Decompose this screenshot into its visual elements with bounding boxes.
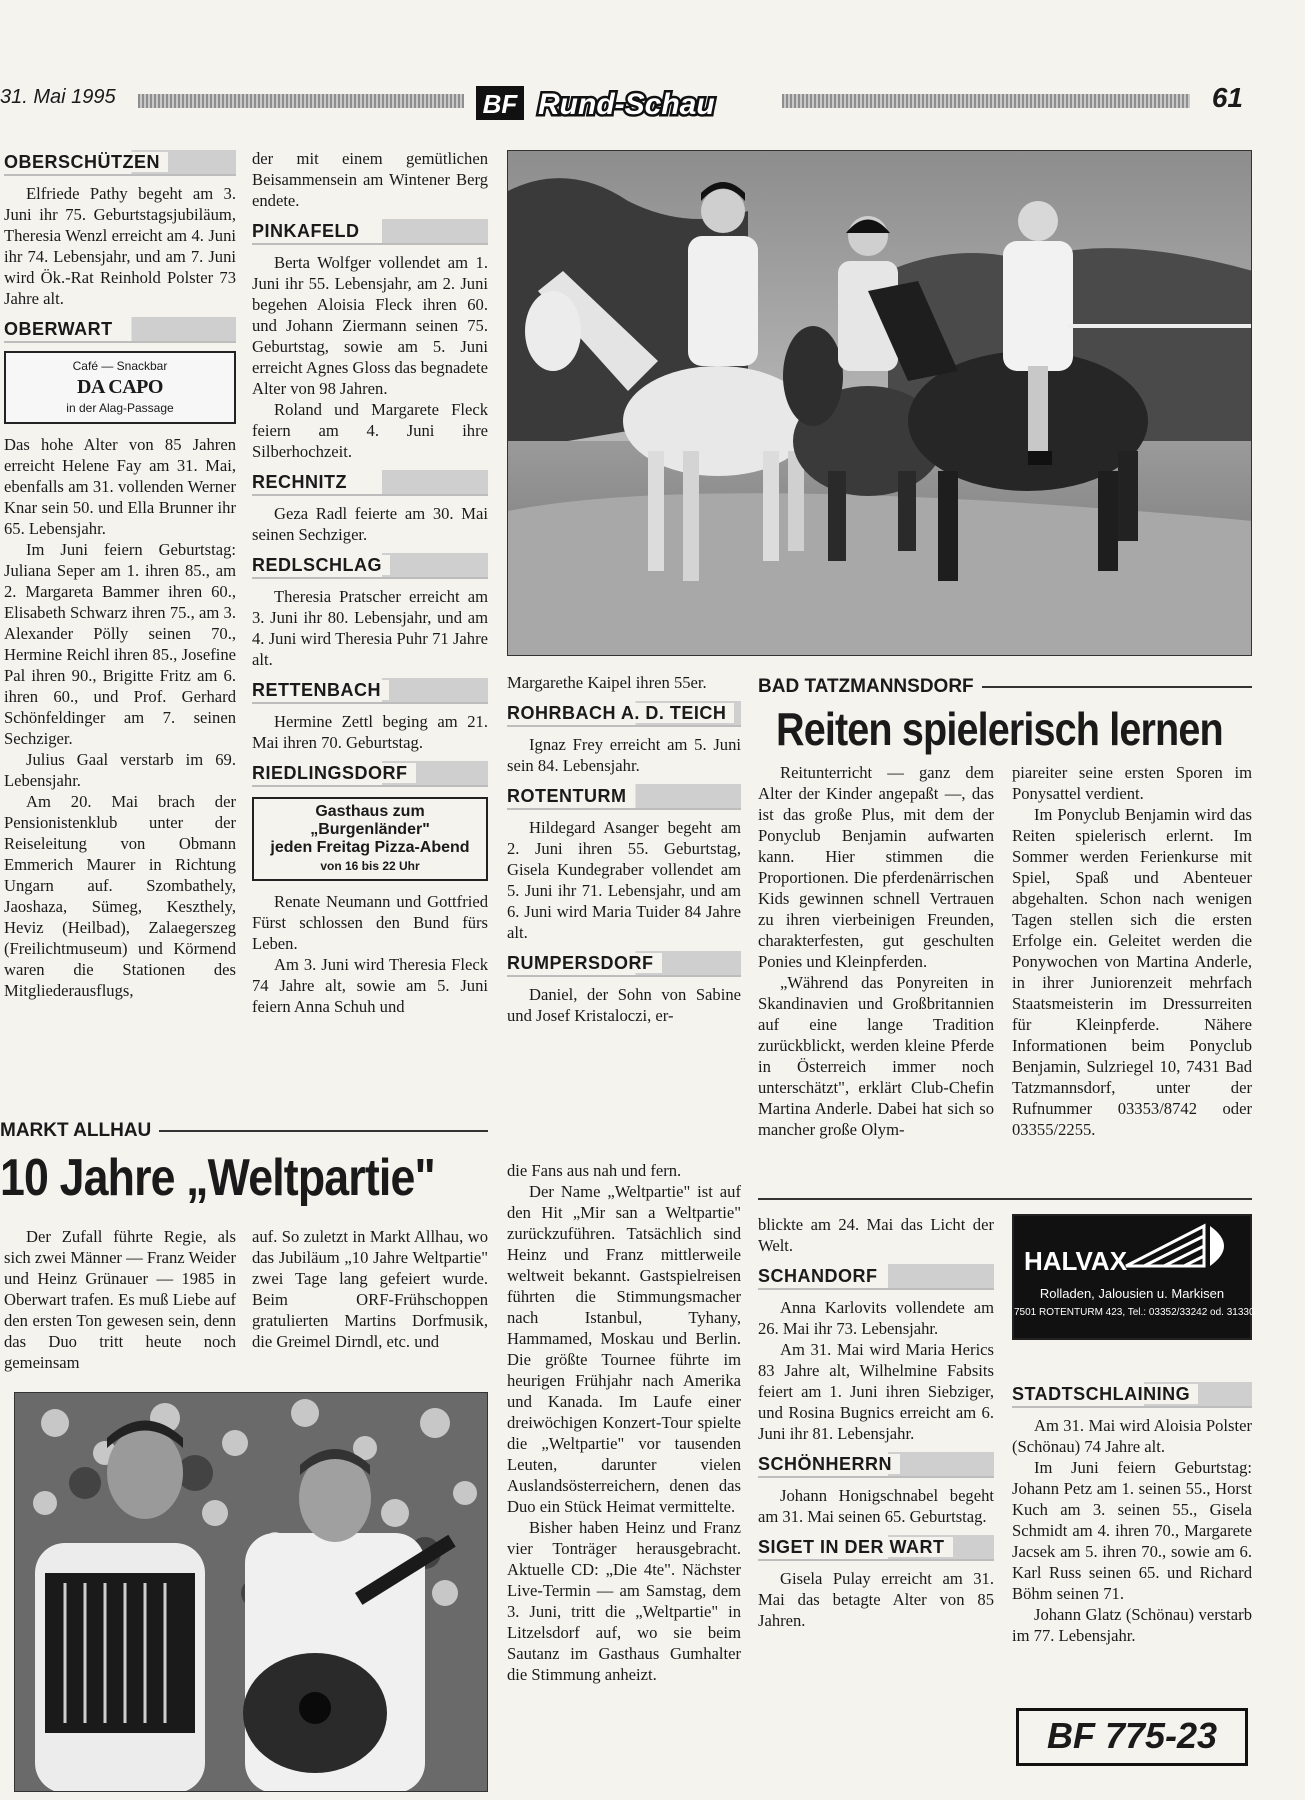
logo-title-text: Rund-Schau [538,88,715,121]
column-3 [507,672,741,1026]
paragraph: Hermine Zettl beging am 21. Mai ihren 70. Geburtstag. [252,712,488,752]
paragraph: „Während das Ponyreiten in Skandinavien und Großbritannien auf eine lange Tradition zurückblickt, werden kleine Pferde in Österreich immer noch unterschätzt", erklärt Club-Chefin Martina Anderle. Dabei hat sich so mancher große Olym- [758,973,994,1139]
ad-line: DA CAPO [77,376,163,398]
kicker-bad-tatzmannsdorf: BAD TATZMANNSDORF [758,676,1252,698]
section-heading: RETTENBACH [252,678,488,704]
paragraph: Renate Neumann und Gottfried Fürst schlossen den Bund fürs Leben. [252,892,488,953]
paragraph: Julius Gaal verstarb im 69. Lebensjahr. [4,750,236,790]
ad-gasthaus [252,797,488,881]
column-1 [4,150,236,1001]
paragraph: Der Name „Weltpartie" ist auf den Hit „Mir san a Weltpartie" zurückzuführen. Tatsächlich sind Heinz und Franz mittlerweile weltweit bekannt. Gastspielreisen führten die Stimmungsmacher nach Istanbul, Tyhany, Hammamed, Moskau und Berlin. Die größte Tournee führte im heurigen Frühjahr nach Amerika und Kanada. Im Laufe einer dreiwöchigen Konzert-Tour spielte die „Weltpartie" vor tausenden Leuten, darunter vielen Auslandsösterreichern, denen das Duo ein Stück Heimat vermittelte. [507,1182,741,1516]
paragraph: der mit einem gemütlichen Beisammensein am Wintener Berg endete. [252,149,488,210]
bf-code-box: BF 775-23 [1016,1708,1248,1766]
section-heading: RUMPERSDORF [507,951,741,977]
page-number: 61 [1211,82,1243,113]
paragraph: Ignaz Frey erreicht am 5. Juni sein 84. Lebensjahr. [507,735,741,775]
halvax-line: Rolladen, Jalousien u. Markisen [1039,1286,1225,1301]
ad-da-capo [4,351,236,424]
section-heading: STADTSCHLAINING [1012,1382,1252,1408]
section-heading: REDLSCHLAG [252,553,488,579]
ad-line: Café — Snackbar [72,359,168,373]
paragraph: Am 31. Mai wird Aloisia Polster (Schönau) 74 Jahre alt. [1012,1416,1252,1456]
ad-line: in der Alag-Passage [66,401,174,415]
paragraph: Reitunterricht — ganz dem Alter der Kinder angepaßt —, das ist das große Plus, mit dem der Ponyclub Benjamin aufwarten kann. Hier stimmen die Proportionen. Die pferdenärrischen Kids gewinnen schnell Vertrauen zu ihren vierbeinigen Freunden, charakterfesten, gut geschulten Ponies und Kleinpferden. [758,763,994,971]
header-rule-left [138,94,464,108]
photo-pony-riders [507,150,1252,656]
section-heading: OBERSCHÜTZEN [4,150,236,176]
paragraph: Elfriede Pathy begeht am 3. Juni ihr 75. Geburtstagsjubiläum, Theresia Wenzl erreicht am 4. Juni ihr 74. Lebensjahr, und am 7. Juni wird Ök.-Rat Reinhold Polster 73 Jahre alt. [4,184,236,308]
paragraph: Johann Honigschnabel begeht am 31. Mai seinen 65. Geburtstag. [758,1486,994,1526]
section-heading: ROHRBACH A. D. TEICH [507,701,741,727]
paragraph: die Fans aus nah und fern. [507,1161,682,1180]
paragraph: Geza Radl feierte am 30. Mai seinen Sechziger. [252,504,488,544]
paragraph: Am 20. Mai brach der Pensionistenklub unter der Reiseleitung von Obmann Emmerich Maurer in Richtung Ungarn auf. Szombathely, Jaoshaza, Sümeg, Keszthely, Heviz (Heilbad), Zalaegerszeg (Freilichtmuseum) und Körmend waren die Stationen des Mitgliederausflugs, [4,792,236,1000]
divider [758,1198,1252,1200]
paragraph: Im Juni feiern Geburtstag: Juliana Seper am 1. ihren 85., am 2. Margareta Bammer ihren 60., Elisabeth Schwarz ihren 75., am 3. Alexander Pölly seinen 70., Hermine Reichl ihren 85., Josefine Pal ihren 90., Brigitte Fritz am 6. ihren 60., und Prof. Gerhard Schönfeldinger am 7. seinen Sechziger. [4,540,236,748]
section-heading: SCHÖNHERRN [758,1452,994,1478]
column-right-lower-2 [1012,1382,1252,1646]
column-2 [252,148,488,1017]
paragraph: blickte am 24. Mai das Licht der Welt. [758,1215,994,1255]
column-reiten-right [1012,762,1252,1140]
paragraph: Margarethe Kaipel ihren 55er. [507,673,707,692]
column-right-lower-1 [758,1214,994,1631]
halvax-address: 7501 ROTENTURM 423, Tel.: 03352/33242 od. 31330 [1014,1307,1255,1318]
paragraph: Gisela Pulay erreicht am 31. Mai das betagte Alter von 85 Jahren. [758,1569,994,1630]
paragraph: piareiter seine ersten Sporen im Ponysattel verdient. [1012,763,1252,803]
kicker-markt-allhau: MARKT ALLHAU [0,1120,488,1142]
section-heading: SCHANDORF [758,1264,994,1290]
paragraph: Hildegard Asanger begeht am 2. Juni ihren 55. Geburtstag, Gisela Kundegraber vollendet am 5. Juni ihr 71. Lebensjahr, und am 6. Juni wird Maria Tuider 84 Jahre alt. [507,818,741,942]
column-weltpartie-a [4,1226,236,1373]
paragraph: Im Juni feiern Geburtstag: Johann Petz am 1. seinen 55., Horst Kuch am 3. seinen 55., Gisela Schmidt am 4. ihren 70., Margarete Jacsek am 5. ihren 70., sowie am 6. Karl Russ seinen 65. und Richard Böhm seinen 71. [1012,1458,1252,1603]
headline-weltpartie: 10 Jahre „Weltpartie" [0,1149,435,1207]
photo-weltpartie-duo [14,1392,488,1792]
paragraph: Im Ponyclub Benjamin wird das Reiten spielerisch erlernt. Im Sommer werden Ferienkurse mit Spiel, Spaß und Abenteuer abgehalten. Schon nach wenigen Tagen stellen sich die ersten Erfolge ein. Geleitet werden die Ponywochen von Martina Anderle, in ihrer Juniorenzeit mehrfach Staatsmeisterin im Dressurreiten für Kleinpferde. Nähere Informationen beim Ponyclub Benjamin, Sulzriegel 10, 7431 Bad Tatzmannsdorf, unter der Rufnummer 03353/8742 oder 03355/2255. [1012,805,1252,1139]
column-reiten-left [758,762,994,1140]
paragraph: Roland und Margarete Fleck feiern am 4. Juni ihre Silberhochzeit. [252,400,488,461]
halvax-logo-text: HALVAX [1024,1246,1128,1276]
masthead-logo [476,84,776,122]
section-heading: OBERWART [4,317,236,343]
paragraph: Berta Wolfger vollendet am 1. Juni ihr 55. Lebensjahr, am 2. Juni begehen Aloisia Fleck ihren 60. und Johann Ziermann seinen 75. Geburtstag, sowie am 5. Juni erreicht Agnes Gloss das begnadete Alter von 98 Jahren. [252,253,488,398]
section-heading: PINKAFELD [252,219,488,245]
section-heading: RECHNITZ [252,470,488,496]
paragraph: Der Zufall führte Regie, als sich zwei Männer — Franz Weider und Heinz Grünauer — 1985 in Oberwart trafen. Es muß Liebe auf den ersten Ton gewesen sein, denn das Duo tritt heute noch gemeinsam [4,1227,236,1372]
ad-line: jeden Freitag Pizza-Abend [270,839,470,856]
column-weltpartie-c [507,1160,741,1685]
paragraph: auf. So zuletzt in Markt Allhau, wo das Jubiläum „10 Jahre Weltpartie" zwei Tage lang gefeiert wurde. Beim ORF-Frühschoppen gratulierten Martins Dorfmusik, die Greimel Dirndl, etc. und [252,1227,488,1351]
paragraph: Bisher haben Heinz und Franz vier Tonträger herausgebracht. Aktuelle CD: „Die 4te". Nächster Live-Termin — am Samstag, dem 3. Juni, tritt die „Weltpartie" in Litzelsdorf auf, wo sie beim Sautanz im Gasthaus Gumhalter die Stimmung anheizt. [507,1518,741,1684]
paragraph: Am 3. Juni wird Theresia Fleck 74 Jahre alt, sowie am 5. Juni feiern Anna Schuh und [252,955,488,1016]
paragraph: Anna Karlovits vollendete am 26. Mai ihr 73. Lebensjahr. [758,1298,994,1338]
headline-reiten: Reiten spielerisch lernen [776,703,1223,755]
column-weltpartie-b [252,1226,488,1352]
paragraph: Daniel, der Sohn von Sabine und Josef Kristaloczi, er- [507,985,741,1025]
section-heading: ROTENTURM [507,784,741,810]
section-heading: RIEDLINGSDORF [252,761,488,787]
section-heading: SIGET IN DER WART [758,1535,994,1561]
ad-halvax [1012,1214,1255,1340]
logo-bf-text: BF [482,89,518,119]
header-rule-right [782,94,1190,108]
paragraph: Das hohe Alter von 85 Jahren erreicht Helene Fay am 31. Mai, ebenfalls am 31. vollenden Werner Knar sein 50. und Ella Brunner ihr 65. Lebensjahr. [4,435,236,538]
issue-date: 31. Mai 1995 [0,86,116,108]
ad-line: Gasthaus zum „Burgenländer" [310,803,430,838]
paragraph: Johann Glatz (Schönau) verstarb im 77. Lebensjahr. [1012,1605,1252,1645]
ad-line: von 16 bis 22 Uhr [320,859,420,873]
paragraph: Theresia Pratscher erreicht am 3. Juni ihr 80. Lebensjahr, und am 4. Juni wird Theresia Puhr 71 Jahre alt. [252,587,488,669]
paragraph: Am 31. Mai wird Maria Herics 83 Jahre alt, Wilhelmine Fabsits feiert am 1. Juni ihren Siebziger, und Rosina Bugnics erreicht am 6. Juni ihr 81. Lebensjahr. [758,1340,994,1443]
